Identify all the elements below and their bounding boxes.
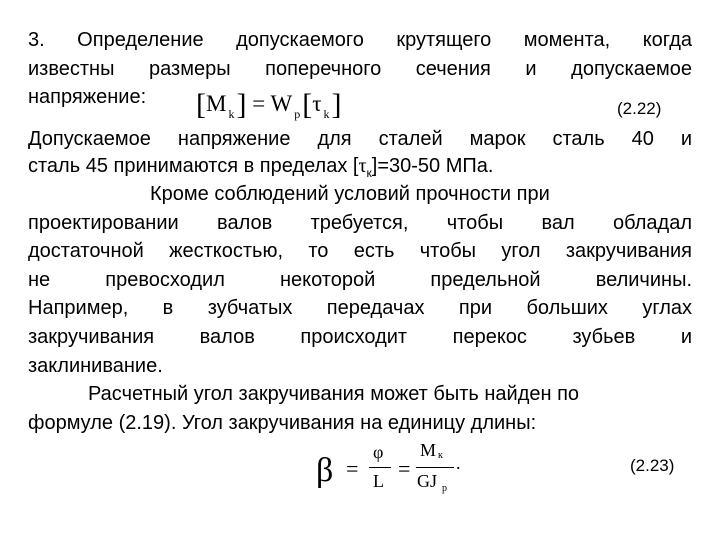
- fraction-line: [416, 467, 454, 468]
- symbol-tau: τ: [312, 91, 322, 116]
- bracket-close: ]: [236, 88, 247, 121]
- subscript-k: k: [323, 107, 330, 121]
- text-line: заклинивание.: [28, 355, 163, 377]
- fraction-line: [369, 467, 391, 468]
- text-line: известны размеры поперечного сечения и допускаемое: [28, 58, 692, 80]
- equals-sign: =: [346, 456, 359, 481]
- subscript-p: p: [442, 483, 447, 494]
- bracket-open: [: [302, 88, 313, 121]
- symbol-m: M: [206, 91, 227, 116]
- symbol-phi: φ: [373, 442, 384, 462]
- equation-number: (2.23): [630, 456, 675, 475]
- text-line: 3. Определение допускаемого крутящего момента, когда: [28, 29, 692, 51]
- text-line: Кроме соблюдений условий прочности при: [150, 183, 550, 205]
- text-line: закручивания валов происходит перекос зубьев и: [28, 326, 692, 348]
- text-line: Например, в зубчатых передачах при больших углах: [28, 297, 692, 319]
- formula-2-22: [196, 84, 342, 124]
- symbol-m: M: [420, 440, 437, 460]
- text-line: Допускаемое напряжение для сталей марок сталь 40 и: [28, 128, 692, 150]
- subscript-k: к: [366, 166, 372, 180]
- bracket-open: [: [196, 88, 206, 121]
- text-segment: сталь 45 принимаются в пределах [: [28, 155, 359, 177]
- text-line: не превосходил некоторой предельной величины.: [28, 269, 692, 291]
- text-line: Расчетный угол закручивания может быть найден по: [88, 383, 580, 405]
- text-line: достаточной жесткостью, то есть чтобы угол закручивания: [28, 240, 692, 262]
- symbol-gj: GJ: [417, 471, 438, 491]
- symbol-w: W: [270, 91, 293, 116]
- bracket-close: ]: [331, 88, 342, 121]
- equals-sign: =: [398, 456, 411, 481]
- formula-2-23: [316, 440, 476, 504]
- subscript-p: p: [294, 107, 301, 121]
- text-line: [28, 153, 692, 181]
- text-line: проектировании валов требуется, чтобы вал обладал: [28, 212, 692, 234]
- period: .: [456, 453, 461, 473]
- subscript-k: k: [228, 107, 235, 121]
- subscript-k: к: [438, 450, 443, 461]
- text-line: напряжение:: [28, 86, 147, 108]
- text-line: формуле (2.19). Угол закручивания на единицу длины:: [28, 412, 537, 434]
- symbol-tau: τ: [358, 155, 367, 177]
- equation-number: (2.22): [617, 99, 662, 118]
- symbol-beta: β: [316, 452, 334, 489]
- symbol-l: L: [373, 471, 384, 491]
- text-segment: ]=30-50 МПа.: [371, 155, 494, 177]
- equals-sign: =: [252, 91, 266, 116]
